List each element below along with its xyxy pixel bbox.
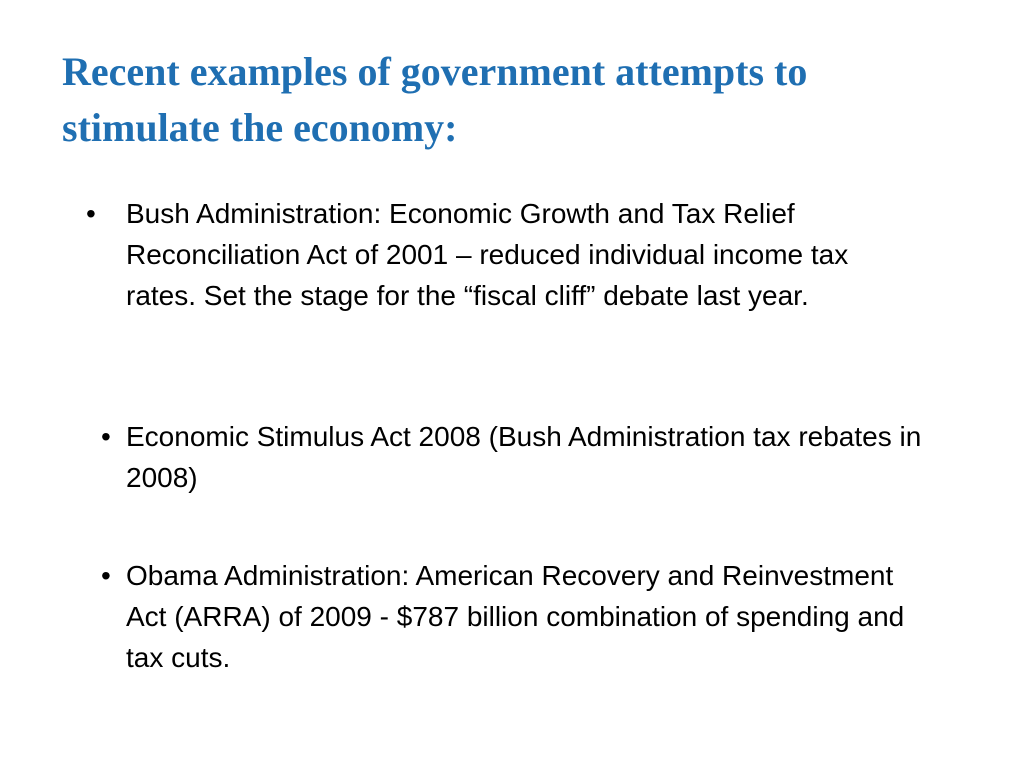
bullet-text: Economic Stimulus Act 2008 (Bush Administration tax rebates in 2008) [126, 421, 922, 493]
bullet-marker-icon: • [101, 560, 111, 591]
slide-title: Recent examples of government attempts to stimulate the economy: [62, 49, 808, 150]
bullet-text: Obama Administration: American Recovery and Reinvestment Act (ARRA) of 2009 - $787 billion combination of spending and tax cuts. [126, 560, 905, 673]
bullet-marker-icon: • [101, 421, 111, 452]
bullet-marker-icon: • [86, 198, 96, 229]
bullet-text: Bush Administration: Economic Growth and Tax Relief Reconciliation Act of 2001 – reduced individual income tax rates. Set the stage for the “fiscal cliff” debate last year. [126, 198, 849, 311]
